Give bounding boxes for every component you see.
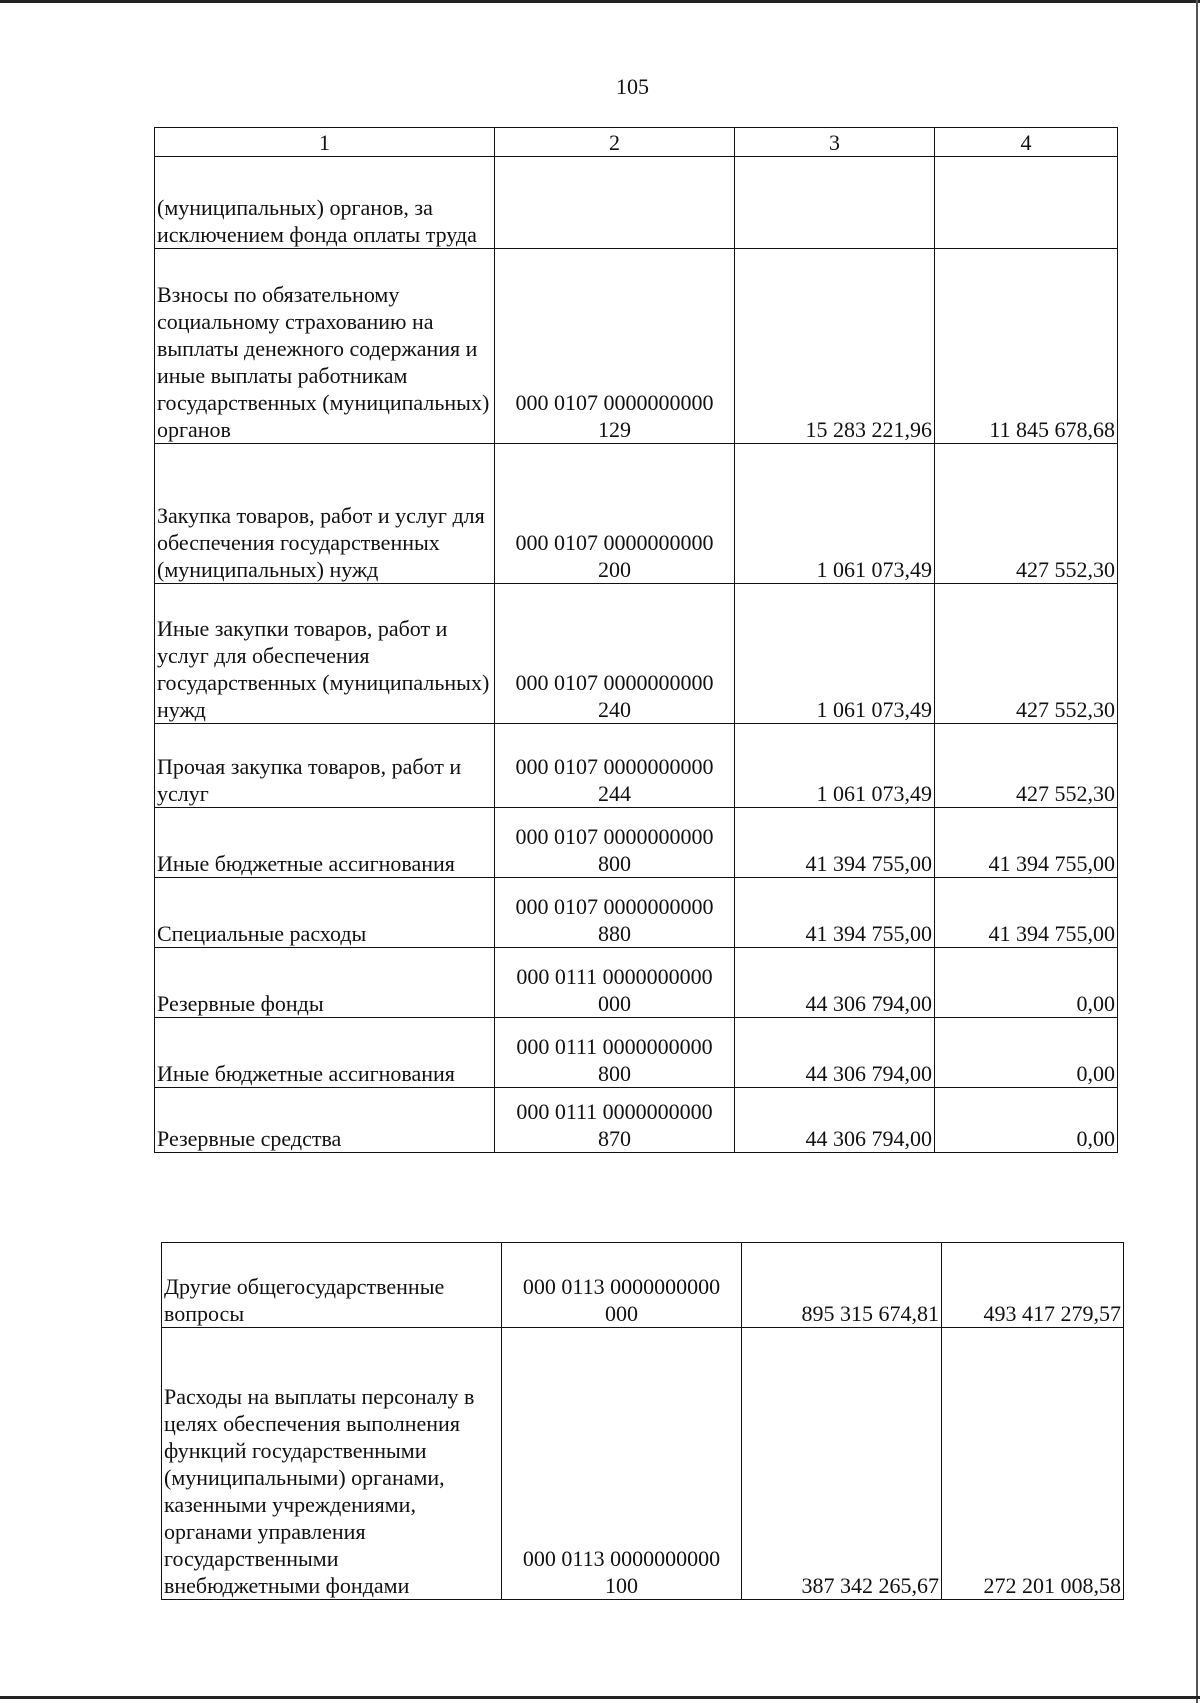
row-code-line-1: 000 0113 0000000000: [522, 1546, 721, 1571]
row-code-line-1: 000 0111 0000000000: [516, 964, 713, 989]
row-name: Иные бюджетные ассигнования: [155, 1018, 495, 1088]
table-row: [162, 1243, 1124, 1328]
row-code-line-1: 000 0107 0000000000: [515, 894, 714, 919]
row-code: [495, 724, 735, 808]
row-col3: 44 306 794,00: [735, 1088, 935, 1153]
table-row: [155, 157, 1118, 249]
table-row: [155, 1018, 1118, 1088]
row-col4: 272 201 008,58: [942, 1328, 1124, 1600]
row-code-line-2: 244: [598, 781, 631, 806]
row-code-line-1: 000 0107 0000000000: [515, 754, 714, 779]
budget-table-upper: [154, 127, 1118, 1153]
row-code-line-2: 000: [598, 991, 631, 1016]
scan-edge-top: [0, 0, 1200, 3]
row-code-line-2: 880: [598, 921, 631, 946]
row-code: [495, 948, 735, 1018]
table-row: [155, 249, 1118, 444]
row-code-line-1: 000 0111 0000000000: [516, 1034, 713, 1059]
row-col3: 41 394 755,00: [735, 878, 935, 948]
row-code-line-1: 000 0113 0000000000: [522, 1274, 721, 1299]
row-col4: 0,00: [935, 948, 1118, 1018]
row-name: Иные закупки товаров, работ и услуг для обеспечения государственных (муниципальных) нужд: [155, 584, 495, 724]
row-code-line-1: 000 0107 0000000000: [515, 390, 714, 415]
header-col-4: 4: [935, 128, 1118, 157]
row-code-line-2: 240: [598, 697, 631, 722]
row-code-line-2: 800: [598, 851, 631, 876]
row-col4: 41 394 755,00: [935, 878, 1118, 948]
row-name: Специальные расходы: [155, 878, 495, 948]
table-row: [155, 808, 1118, 878]
header-col-1: 1: [155, 128, 495, 157]
row-name: Прочая закупка товаров, работ и услуг: [155, 724, 495, 808]
row-name: Другие общегосударственные вопросы: [162, 1243, 502, 1328]
row-name: Резервные средства: [155, 1088, 495, 1153]
row-col4: 41 394 755,00: [935, 808, 1118, 878]
row-name: Закупка товаров, работ и услуг для обеспечения государственных (муниципальных) нужд: [155, 444, 495, 584]
row-code: [495, 808, 735, 878]
row-col4: 11 845 678,68: [935, 249, 1118, 444]
row-code-line-2: 800: [598, 1061, 631, 1086]
row-col3: 1 061 073,49: [735, 584, 935, 724]
scan-edge-bottom: [0, 1696, 1200, 1699]
row-code: [495, 1018, 735, 1088]
budget-table-lower: [161, 1242, 1124, 1600]
header-col-3: 3: [735, 128, 935, 157]
row-col3: 15 283 221,96: [735, 249, 935, 444]
table-row: [155, 948, 1118, 1018]
row-code: [502, 1243, 742, 1328]
row-name: (муниципальных) органов, за исключением фонда оплаты труда: [155, 157, 495, 249]
row-col3: 1 061 073,49: [735, 444, 935, 584]
row-code: [495, 878, 735, 948]
row-col3: 895 315 674,81: [742, 1243, 942, 1328]
row-col4: [935, 157, 1118, 249]
row-col4: 0,00: [935, 1018, 1118, 1088]
row-col3: 387 342 265,67: [742, 1328, 942, 1600]
row-code-line-2: 000: [605, 1301, 638, 1326]
table-row: [155, 878, 1118, 948]
row-code-line-2: 100: [605, 1573, 638, 1598]
row-col4: 427 552,30: [935, 724, 1118, 808]
table-row: [155, 1088, 1118, 1153]
row-code: [495, 249, 735, 444]
row-col4: 427 552,30: [935, 584, 1118, 724]
row-name: Взносы по обязательному социальному страхованию на выплаты денежного содержания и иные выплаты работникам государственных (муниципальных) органов: [155, 249, 495, 444]
row-code-line-1: 000 0107 0000000000: [515, 670, 714, 695]
row-col3: 41 394 755,00: [735, 808, 935, 878]
row-code-line-2: 200: [598, 557, 631, 582]
page-number: 105: [616, 74, 649, 99]
row-code-line-2: 870: [598, 1126, 631, 1151]
row-col3: 44 306 794,00: [735, 948, 935, 1018]
row-col4: 0,00: [935, 1088, 1118, 1153]
row-code: [495, 157, 735, 249]
table-row: [162, 1328, 1124, 1600]
row-col4: 493 417 279,57: [942, 1243, 1124, 1328]
row-code-line-2: 129: [598, 417, 631, 442]
table-row: [155, 724, 1118, 808]
row-code-line-1: 000 0107 0000000000: [515, 824, 714, 849]
row-code-line-1: 000 0107 0000000000: [515, 530, 714, 555]
table-row: [155, 584, 1118, 724]
row-col4: 427 552,30: [935, 444, 1118, 584]
row-code-line-1: 000 0111 0000000000: [516, 1099, 713, 1124]
row-name: Расходы на выплаты персоналу в целях обеспечения выполнения функций государственными (муниципальными) органами, казенными учреждениями, органами управления государственными внебюджетными фондами: [162, 1328, 502, 1600]
row-name: Иные бюджетные ассигнования: [155, 808, 495, 878]
row-name: Резервные фонды: [155, 948, 495, 1018]
header-col-2: 2: [495, 128, 735, 157]
row-code: [502, 1328, 742, 1600]
row-code: [495, 444, 735, 584]
row-col3: 44 306 794,00: [735, 1018, 935, 1088]
row-col3: 1 061 073,49: [735, 724, 935, 808]
table-header-row: [155, 128, 1118, 157]
row-code: [495, 1088, 735, 1153]
row-col3: [735, 157, 935, 249]
row-code: [495, 584, 735, 724]
table-row: [155, 444, 1118, 584]
scan-edge-right: [1196, 0, 1198, 1703]
